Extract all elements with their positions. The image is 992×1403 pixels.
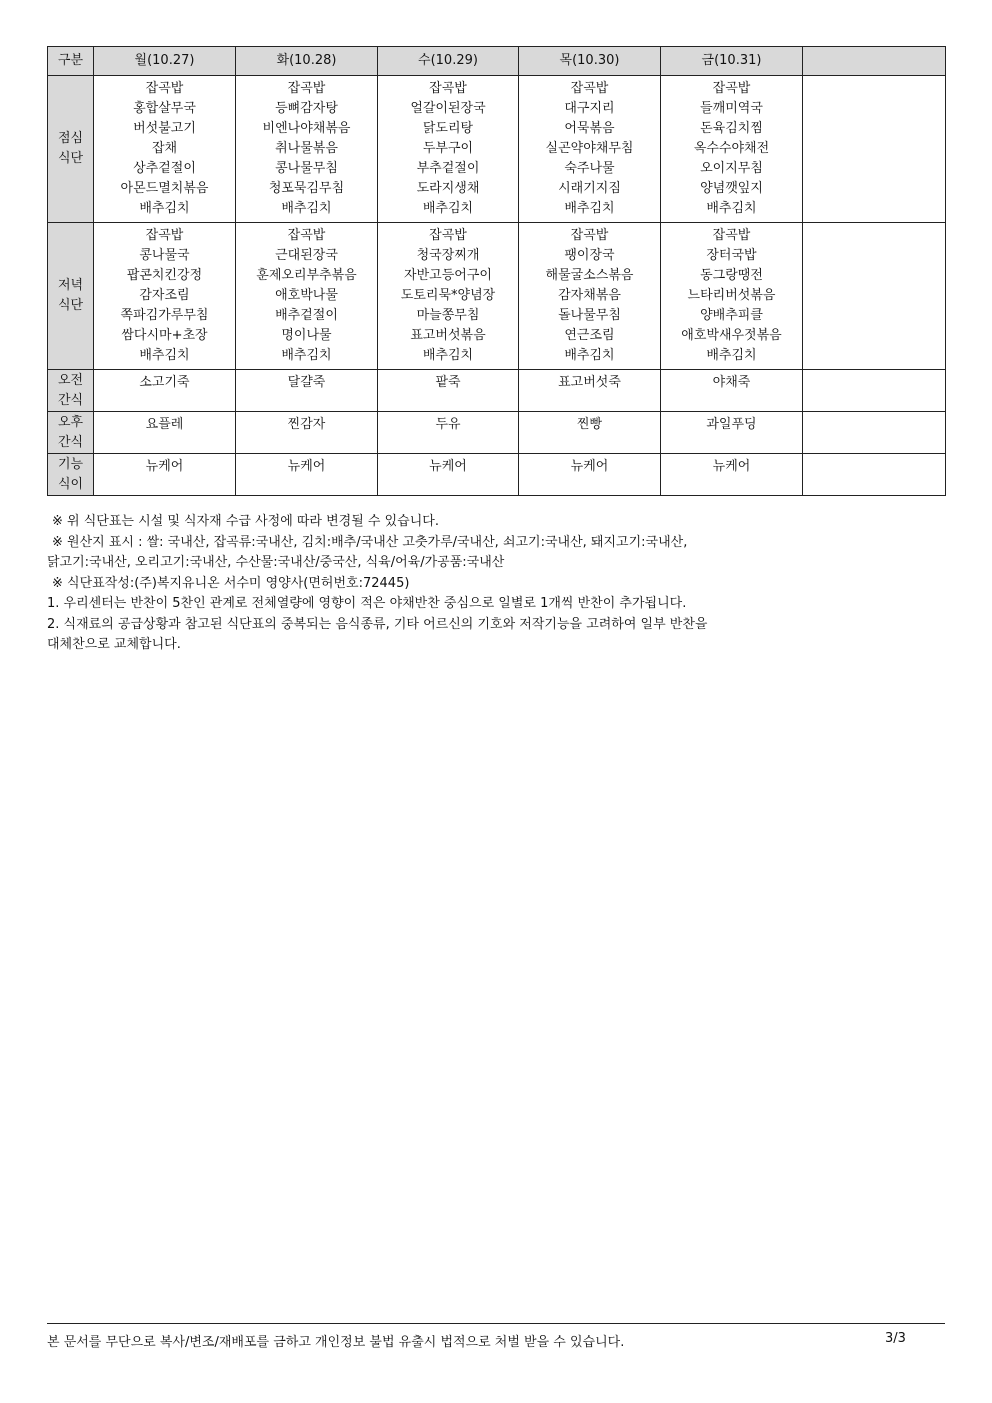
footer-copyright: 본 문서를 무단으로 복사/변조/재배포를 금하고 개인정보 불법 유출시 법적으로 처벌 받을 수 있습니다. — [47, 1335, 625, 1350]
menu-item: 얼갈이된장국 — [410, 101, 486, 116]
menu-item: 옥수수야채전 — [693, 141, 770, 156]
menu-cell — [661, 370, 803, 412]
menu-cell — [803, 76, 946, 223]
menu-cell — [519, 370, 661, 412]
row-label-dinner — [48, 223, 94, 370]
menu-cell — [519, 412, 661, 454]
menu-item: 찐감자 — [287, 417, 326, 432]
menu-item: 숙주나물 — [564, 161, 615, 176]
menu-cell — [378, 370, 519, 412]
menu-cell — [236, 76, 378, 223]
menu-cell — [236, 412, 378, 454]
menu-cell — [661, 412, 803, 454]
menu-item: 돈육김치찜 — [700, 121, 763, 136]
menu-item: 뉴케어 — [429, 459, 467, 474]
corner-header: 구분 — [48, 47, 94, 76]
row-label-line2: 식단 — [57, 298, 84, 313]
menu-item: 들깨미역국 — [700, 101, 763, 116]
menu-item: 팥죽 — [435, 375, 461, 390]
menu-item: 과일푸딩 — [706, 417, 757, 432]
menu-item: 양념깻잎지 — [700, 181, 763, 196]
menu-item: 콩나물무침 — [275, 161, 338, 176]
menu-item: 양배추피클 — [700, 308, 763, 323]
menu-cell — [236, 370, 378, 412]
menu-item: 잡곡밥 — [145, 228, 184, 243]
day-header-thu: 목(10.30) — [519, 47, 661, 76]
menu-cell — [803, 223, 946, 370]
menu-item: 잡곡밥 — [712, 228, 751, 243]
menu-cell — [661, 76, 803, 223]
menu-row-functional-diet — [48, 454, 946, 496]
menu-item: 쌈다시마+초장 — [121, 328, 208, 343]
menu-item: 잡곡밥 — [145, 81, 184, 96]
menu-item: 배추김치 — [564, 201, 615, 216]
menu-cell — [803, 412, 946, 454]
menu-item: 홍합살무국 — [133, 101, 196, 116]
note-item-1: 1. 우리센터는 반찬이 5찬인 관계로 전체열량에 영향이 적은 야채반찬 중심으로 일별로 1개씩 반찬이 추가됩니다. — [47, 596, 687, 611]
menu-item: 애호박나물 — [275, 288, 338, 303]
menu-item: 감자조림 — [139, 288, 190, 303]
menu-cell — [803, 370, 946, 412]
menu-item: 해물굴소스볶음 — [545, 268, 634, 283]
menu-cell — [378, 454, 519, 496]
menu-item: 대구지리 — [564, 101, 615, 116]
menu-item: 잡곡밥 — [570, 228, 609, 243]
menu-cell — [519, 76, 661, 223]
menu-item: 잡채 — [151, 141, 178, 156]
menu-item: 아몬드멸치볶음 — [120, 181, 209, 196]
menu-item: 연근조림 — [564, 328, 615, 343]
row-label-line2: 간식 — [57, 392, 84, 408]
menu-item: 야채죽 — [712, 375, 751, 390]
page-number: 3/3 — [885, 1331, 906, 1346]
menu-cell — [378, 412, 519, 454]
menu-cell — [661, 454, 803, 496]
note-origin-line2: 닭고기:국내산, 오리고기:국내산, 수산물:국내산/중국산, 식육/어육/가공품:국내산 — [47, 555, 505, 570]
menu-item: 비엔나야채볶음 — [262, 121, 351, 136]
note-origin-line1: ※ 원산지 표시 : 쌀: 국내산, 잡곡류:국내산, 김치:배추/국내산 고춧가루/국내산, 쇠고기:국내산, 돼지고기:국내산, — [52, 534, 688, 550]
menu-item: 돌나물무침 — [558, 308, 621, 323]
menu-item: 실곤약야채무침 — [545, 141, 634, 156]
menu-row-am-snack — [48, 370, 946, 412]
menu-item: 두유 — [435, 417, 461, 432]
menu-item: 잡곡밥 — [429, 228, 467, 243]
menu-item: 잡곡밥 — [712, 81, 751, 96]
menu-item: 부추겉절이 — [416, 161, 480, 176]
menu-cell — [94, 76, 236, 223]
menu-item: 버섯불고기 — [133, 121, 196, 136]
row-label-line1: 점심 — [57, 131, 84, 146]
menu-item: 팝콘치킨강정 — [126, 268, 203, 283]
menu-item: 배추겉절이 — [275, 308, 338, 323]
menu-item: 뉴케어 — [712, 459, 751, 474]
menu-item: 잡곡밥 — [287, 81, 326, 96]
menu-item: 배추김치 — [564, 348, 615, 363]
row-label-line1: 오후 — [57, 414, 84, 430]
menu-cell — [803, 454, 946, 496]
menu-item: 마늘쫑무침 — [416, 308, 480, 323]
menu-cell — [236, 454, 378, 496]
menu-item: 잡곡밥 — [570, 81, 609, 96]
menu-item: 팽이장국 — [564, 248, 615, 263]
menu-item: 배추김치 — [281, 201, 332, 216]
menu-item: 표고버섯죽 — [558, 375, 621, 390]
menu-item: 닭도리탕 — [422, 121, 474, 136]
row-label-line2: 간식 — [57, 434, 84, 450]
menu-item: 애호박새우젓볶음 — [681, 328, 782, 343]
menu-cell — [94, 412, 236, 454]
footer-divider — [47, 1323, 945, 1324]
menu-cell — [519, 223, 661, 370]
menu-item: 자반고등어구이 — [404, 268, 492, 283]
menu-item: 콩나물국 — [139, 248, 190, 263]
row-label-functional-diet — [48, 454, 94, 496]
menu-item: 배추김치 — [422, 201, 474, 216]
menu-item: 잡곡밥 — [429, 81, 467, 96]
menu-item: 쪽파김가루무침 — [120, 308, 209, 323]
menu-item: 요플레 — [145, 417, 184, 432]
menu-item: 두부구이 — [422, 141, 474, 156]
menu-item: 명이나물 — [281, 328, 332, 343]
row-label-line2: 식이 — [57, 476, 84, 492]
menu-item: 배추김치 — [281, 348, 332, 363]
day-header-mon: 월(10.27) — [94, 47, 236, 76]
row-label-line2: 식단 — [57, 151, 84, 166]
menu-item: 청포묵김무침 — [268, 181, 345, 196]
menu-item: 오이지무침 — [700, 161, 763, 176]
menu-cell — [661, 223, 803, 370]
menu-item: 동그랑땡전 — [700, 268, 763, 283]
menu-item: 배추김치 — [706, 201, 757, 216]
menu-cell — [519, 454, 661, 496]
note-author: ※ 식단표작성:(주)복지유니온 서수미 영양사(면허번호:72445) — [52, 575, 410, 591]
menu-item: 등뼈감자탕 — [275, 101, 338, 116]
menu-item: 훈제오리부추볶음 — [256, 268, 357, 283]
note-change-notice: ※ 위 식단표는 시설 및 식자재 수급 사정에 따라 변경될 수 있습니다. — [52, 514, 439, 529]
weekly-menu-table — [47, 46, 946, 496]
row-label-line1: 기능 — [57, 456, 84, 472]
menu-item: 어묵볶음 — [564, 121, 615, 136]
menu-cell — [378, 223, 519, 370]
day-header-empty — [803, 47, 946, 76]
note-item-2-cont: 대체찬으로 교체합니다. — [47, 637, 181, 652]
menu-item: 취나물볶음 — [275, 141, 338, 156]
menu-item: 표고버섯볶음 — [410, 328, 486, 343]
row-label-line1: 저녁 — [57, 278, 84, 293]
header-row — [48, 47, 946, 76]
menu-item: 느타리버섯볶음 — [687, 288, 776, 303]
menu-item: 배추김치 — [139, 201, 190, 216]
note-item-2: 2. 식재료의 공급상황과 참고된 식단표의 중복되는 음식종류, 기타 어르신의 기호와 저작기능을 고려하여 일부 반찬을 — [47, 616, 708, 632]
menu-item: 소고기죽 — [139, 375, 190, 390]
menu-cell — [94, 370, 236, 412]
menu-item: 장터국밥 — [706, 248, 757, 263]
menu-item: 도토리묵*양념장 — [400, 288, 496, 303]
menu-item: 시래기지짐 — [558, 181, 621, 196]
notes-section — [47, 512, 912, 656]
menu-item: 찐빵 — [576, 417, 603, 432]
day-header-fri: 금(10.31) — [661, 47, 803, 76]
row-label-pm-snack — [48, 412, 94, 454]
menu-cell — [94, 454, 236, 496]
menu-row-lunch — [48, 76, 946, 223]
row-label-am-snack — [48, 370, 94, 412]
menu-item: 감자채볶음 — [558, 288, 621, 303]
menu-item: 근대된장국 — [275, 248, 338, 263]
menu-item: 잡곡밥 — [287, 228, 326, 243]
menu-item: 배추김치 — [706, 348, 757, 363]
menu-cell — [94, 223, 236, 370]
menu-item: 상추겉절이 — [133, 161, 196, 176]
menu-item: 도라지생채 — [416, 181, 480, 196]
day-header-tue: 화(10.28) — [236, 47, 378, 76]
row-label-line1: 오전 — [57, 372, 84, 388]
menu-row-dinner — [48, 223, 946, 370]
menu-cell — [236, 223, 378, 370]
menu-item: 달걀죽 — [287, 375, 326, 390]
menu-item: 배추김치 — [139, 348, 190, 363]
row-label-lunch — [48, 76, 94, 223]
menu-item: 뉴케어 — [145, 459, 184, 474]
menu-item: 뉴케어 — [287, 459, 326, 474]
menu-cell — [378, 76, 519, 223]
day-header-wed: 수(10.29) — [378, 47, 519, 76]
menu-item: 뉴케어 — [570, 459, 609, 474]
menu-row-pm-snack — [48, 412, 946, 454]
menu-item: 청국장찌개 — [416, 248, 480, 263]
menu-item: 배추김치 — [422, 348, 474, 363]
